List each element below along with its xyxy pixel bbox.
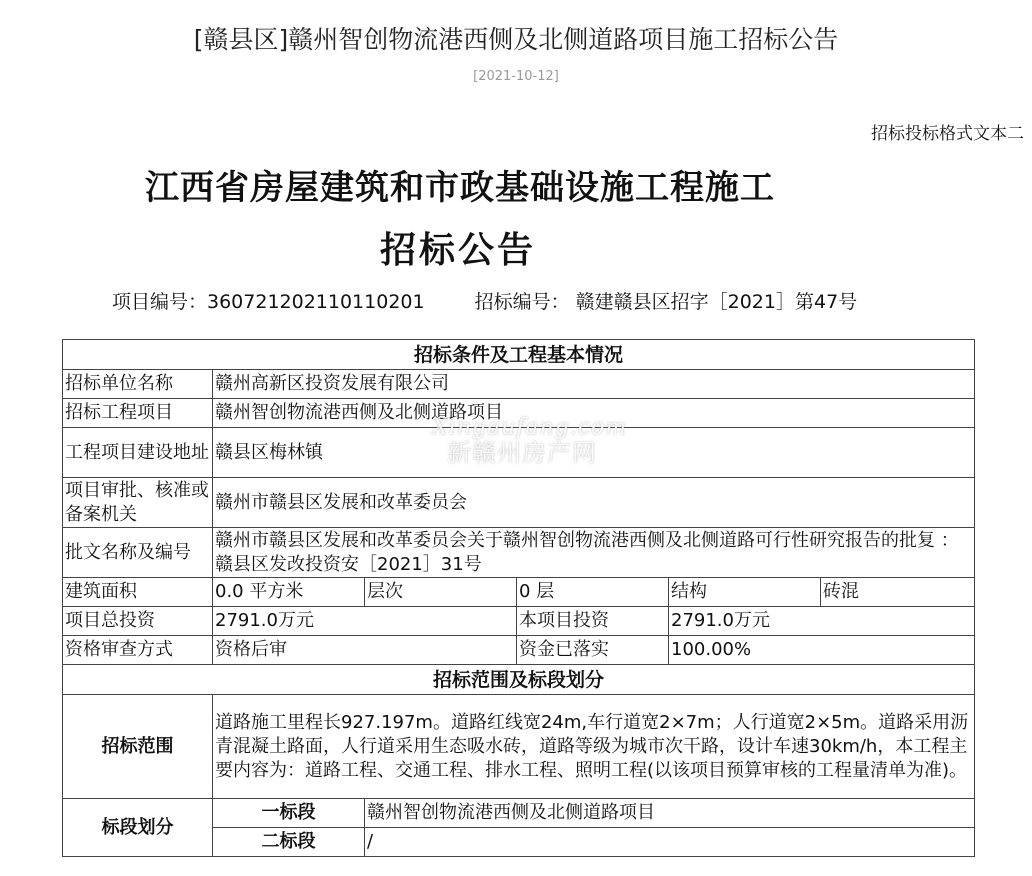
project-label: 招标工程项目 [63, 399, 213, 428]
format-note: 招标投标格式文本二 [871, 124, 1024, 144]
lot1-label: 一标段 [213, 799, 365, 828]
approval-org-label: 项目审批、核准或备案机关 [63, 478, 213, 528]
approval-doc-label: 批文名称及编号 [63, 528, 213, 578]
lot1-value: 赣州智创物流港西侧及北侧道路项目 [365, 799, 975, 828]
project-value: 赣州智创物流港西侧及北侧道路项目 [213, 399, 975, 428]
floors-label: 层次 [365, 578, 517, 607]
approval-org-value: 赣州市赣县区发展和改革委员会 [213, 478, 975, 528]
lot2-label: 二标段 [213, 828, 365, 857]
project-code: 项目编号：360721202110110201 [112, 291, 425, 313]
funds-label: 资金已落实 [517, 636, 669, 665]
lots-label: 标段划分 [63, 799, 213, 857]
scope-value: 道路施工里程长927.197m。道路红线宽24m,车行道宽2×7m；人行道宽2×5m。道路采用沥青混凝土路面，人行道采用生态吸水砖，道路等级为城市次干路，设计车速30km/h，本工程主要内容为：道路工程、交通工程、排水工程、照明工程(以该项目预算审核的工程量清单为准)。 [213, 695, 975, 799]
publish-date: [2021-10-12] [473, 69, 559, 84]
watermark-script: Xingaufang.com [432, 415, 628, 440]
area-value: 0.0 平方米 [213, 578, 365, 607]
qualify-value: 资格后审 [213, 636, 517, 665]
project-codes [112, 287, 857, 314]
page-title: [赣县区]赣州智创物流港西侧及北侧道路项目施工招标公告 [193, 25, 839, 54]
scope-label: 招标范围 [63, 695, 213, 799]
lot2-value: / [365, 828, 975, 857]
structure-label: 结构 [669, 578, 821, 607]
tender-info-table [62, 339, 975, 857]
total-invest-value: 2791.0万元 [213, 607, 517, 636]
watermark-text: 新赣州房产网 [447, 439, 597, 467]
approval-doc-value: 赣州市赣县区发展和改革委员会关于赣州智创物流港西侧及北侧道路可行性研究报告的批复 ： 赣县区发改投资安［2021］31号 [213, 528, 975, 578]
section-title-scope: 招标范围及标段划分 [63, 665, 975, 695]
section-title-conditions: 招标条件及工程基本情况 [63, 340, 975, 370]
structure-value: 砖混 [821, 578, 975, 607]
location-label: 工程项目建设地址 [63, 428, 213, 478]
document-heading-line1: 江西省房屋建筑和市政基础设施工程施工 [145, 168, 775, 208]
total-invest-label: 项目总投资 [63, 607, 213, 636]
area-label: 建筑面积 [63, 578, 213, 607]
tenderer-label: 招标单位名称 [63, 370, 213, 399]
tender-code: 招标编号： 赣建赣县区招字［2021］第47号 [474, 291, 858, 313]
floors-value: 0 层 [517, 578, 669, 607]
location-value: 赣县区梅林镇 [213, 428, 975, 478]
funds-value: 100.00% [669, 636, 975, 665]
qualify-label: 资格审查方式 [63, 636, 213, 665]
this-invest-label: 本项目投资 [517, 607, 669, 636]
tenderer-value: 赣州高新区投资发展有限公司 [213, 370, 975, 399]
document-heading-line2: 招标公告 [379, 229, 536, 271]
this-invest-value: 2791.0万元 [669, 607, 975, 636]
